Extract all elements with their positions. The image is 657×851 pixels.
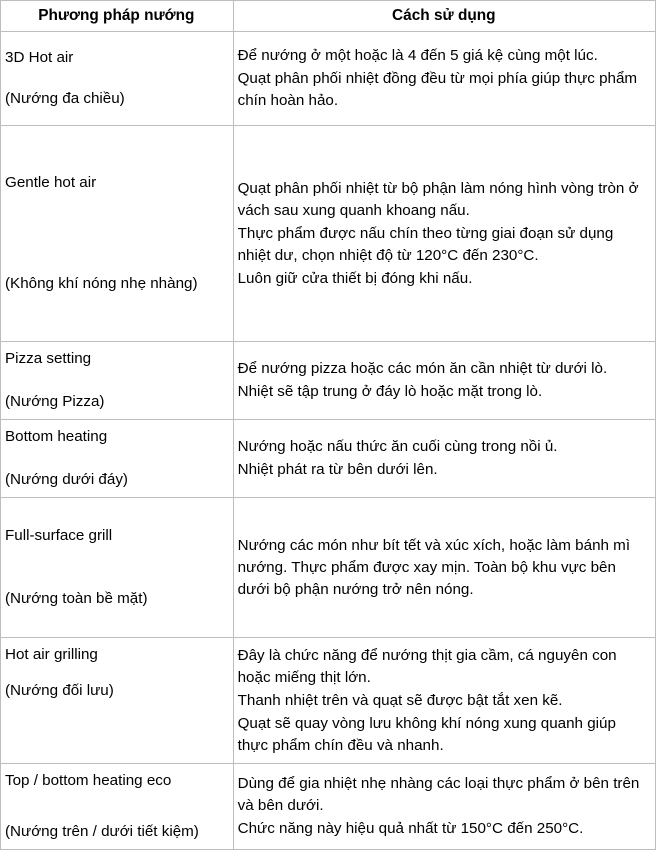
table-row — [1, 126, 656, 342]
method-subtitle: (Nướng toàn bề mặt) — [5, 590, 148, 608]
method-subtitle: (Không khí nóng nhẹ nhàng) — [5, 275, 198, 293]
usage-cell — [233, 420, 655, 498]
usage-text: Thực phẩm được nấu chín theo từng giai đoạn sử dụng nhiệt dư, chọn nhiệt độ từ 120°C đến 230°C. — [237, 224, 614, 264]
usage-text: Nhiệt sẽ tập trung ở đáy lò hoặc mặt trong lò. — [237, 383, 543, 400]
usage-cell — [233, 638, 655, 764]
method-cell — [1, 764, 234, 850]
usage-text: Chức năng này hiệu quả nhất từ 150°C đến 250°C. — [237, 820, 584, 837]
method-name: Pizza setting — [5, 350, 92, 367]
usage-cell — [233, 342, 655, 420]
header-row — [1, 1, 656, 32]
header-method: Phương pháp nướng — [1, 1, 234, 32]
header-usage: Cách sử dụng — [233, 1, 655, 32]
usage-text: Thanh nhiệt trên và quạt sẽ được bật tắt xen kẽ. — [237, 691, 563, 709]
table-row — [1, 32, 656, 126]
method-name: Gentle hot air — [5, 173, 97, 191]
usage-text: Quạt phân phối nhiệt đồng đều từ mọi phía giúp thực phẩm chín hoàn hảo. — [237, 70, 638, 109]
table-row — [1, 638, 656, 764]
usage-text: Quạt sẽ quay vòng lưu không khí nóng xung quanh giúp thực phẩm chín đều và nhanh. — [237, 714, 616, 754]
method-cell — [1, 498, 234, 638]
method-cell — [1, 342, 234, 420]
table-row — [1, 420, 656, 498]
method-name: Full-surface grill — [5, 526, 113, 544]
method-subtitle: (Nướng trên / dưới tiết kiệm) — [5, 823, 199, 840]
method-cell — [1, 420, 234, 498]
method-subtitle: (Nướng dưới đáy) — [5, 471, 128, 488]
table-row — [1, 342, 656, 420]
usage-cell — [233, 498, 655, 638]
method-cell — [1, 32, 234, 126]
method-name: Hot air grilling — [5, 646, 98, 663]
table-row — [1, 764, 656, 850]
usage-text: Quạt phân phối nhiệt từ bộ phận làm nóng hình vòng tròn ở vách sau xung quanh khoang nấu. — [237, 179, 639, 219]
method-name: Top / bottom heating eco — [5, 772, 172, 789]
method-cell — [1, 126, 234, 342]
usage-cell — [233, 126, 655, 342]
usage-text: Để nướng ở một hoặc là 4 đến 5 giá kệ cùng một lúc. — [237, 47, 598, 64]
method-name: 3D Hot air — [5, 49, 74, 67]
method-subtitle: (Nướng đa chiều) — [5, 89, 125, 107]
usage-text: Nhiệt phát ra từ bên dưới lên. — [237, 461, 438, 478]
usage-text: Đây là chức năng để nướng thịt gia cầm, cá nguyên con hoặc miếng thịt lớn. — [237, 646, 617, 686]
usage-text: Nướng các món như bít tết và xúc xích, hoặc làm bánh mì nướng. Thực phẩm được xay mịn. Toàn bộ khu vực bên dưới bộ phận nướng trở nên nóng. — [237, 536, 631, 598]
usage-text: Dùng để gia nhiệt nhẹ nhàng các loại thực phẩm ở bên trên và bên dưới. — [237, 775, 640, 814]
method-cell — [1, 638, 234, 764]
usage-text: Nướng hoặc nấu thức ăn cuối cùng trong nồi ủ. — [237, 438, 558, 455]
table-row — [1, 498, 656, 638]
usage-text: Để nướng pizza hoặc các món ăn cần nhiệt từ dưới lò. — [237, 360, 608, 377]
method-subtitle: (Nướng đối lưu) — [5, 682, 114, 699]
method-name: Bottom heating — [5, 428, 108, 445]
usage-text: Luôn giữ cửa thiết bị đóng khi nấu. — [237, 269, 473, 287]
usage-cell — [233, 32, 655, 126]
usage-cell — [233, 764, 655, 850]
method-subtitle: (Nướng Pizza) — [5, 393, 105, 410]
